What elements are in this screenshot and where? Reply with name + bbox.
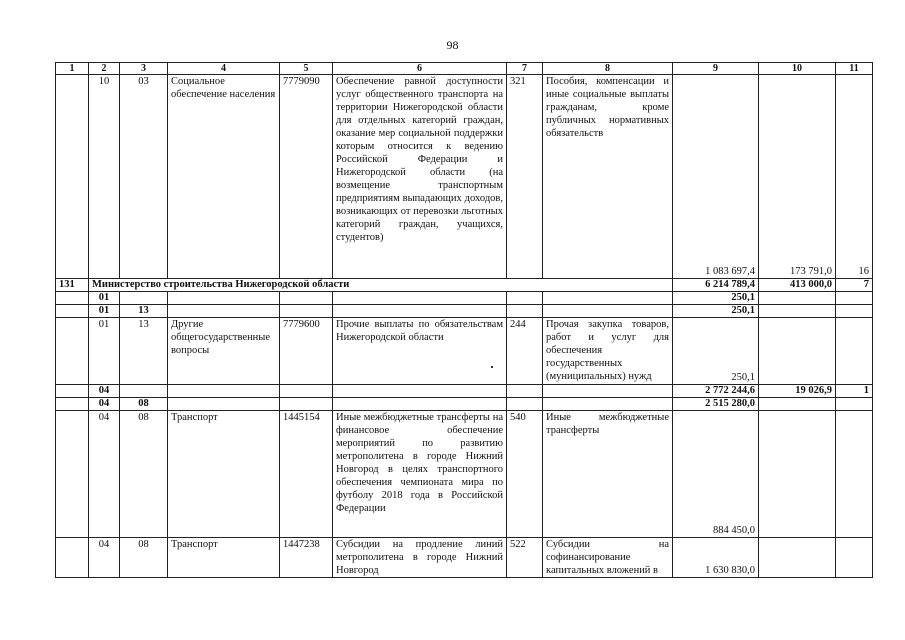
- cell-count: [836, 398, 873, 411]
- cell-amount-2: 19 026,9: [759, 385, 836, 398]
- cell-amount-2: 173 791,0: [759, 75, 836, 279]
- cell-section: 04: [89, 398, 120, 411]
- cell-empty: [168, 385, 280, 398]
- cell-amount-2: [759, 292, 836, 305]
- cell-amount-2: [759, 318, 836, 385]
- cell-expense-type: 522: [507, 538, 543, 578]
- cell-expense-name: Субсидии на софинансирование капитальных вложений в: [543, 538, 673, 578]
- cell-target-code: 7779600: [280, 318, 333, 385]
- cell-subsection: 13: [120, 305, 168, 318]
- cell-section: 04: [89, 385, 120, 398]
- cell-section-name: Социальное обеспечение населения: [168, 75, 280, 279]
- cell-empty: [280, 292, 333, 305]
- cell-count: [836, 292, 873, 305]
- cell-ministry-name: Министерство строительства Нижегородской области: [89, 279, 673, 292]
- cell-section: 04: [89, 538, 120, 578]
- cell-section: 01: [89, 305, 120, 318]
- cell-amount: 250,1: [673, 318, 759, 385]
- cell-amount: 250,1: [673, 305, 759, 318]
- cell-subsection: [120, 385, 168, 398]
- cell-section-name: Транспорт: [168, 538, 280, 578]
- header-cell: 5: [280, 63, 333, 75]
- cell-target-name: Иные межбюджетные трансферты на финансовое обеспечение мероприятий по развитию метрополитена в городе Нижний Новгород в целях транспортного обеспечения чемпионата мира по футболу 2018 года в Российской Федерации: [333, 411, 507, 538]
- cell-empty: [280, 398, 333, 411]
- cell-empty: [333, 305, 507, 318]
- cell-amount: 6 214 789,4: [673, 279, 759, 292]
- cell-ministry-code: [56, 75, 89, 279]
- cell-empty: [507, 305, 543, 318]
- cell-empty: [333, 292, 507, 305]
- cell-target-name: Обеспечение равной доступности услуг общественного транспорта на территории Нижегородской области для отдельных категорий граждан, оказание мер социальной поддержки которым относится к ведению Российской Федерации и Нижегородской области (на возмещение транспортным предприятиям выпадающих доходов, возникающих от перевозки льготных категорий граждан, учащихся, студентов): [333, 75, 507, 279]
- cell-expense-name: Иные межбюджетные трансферты: [543, 411, 673, 538]
- cell-section-name: Транспорт: [168, 411, 280, 538]
- scan-speck: [491, 366, 493, 368]
- table-row: [56, 538, 873, 578]
- cell-empty: [543, 385, 673, 398]
- cell-section-name: Другие общегосударственные вопросы: [168, 318, 280, 385]
- cell-target-name: Прочие выплаты по обязательствам Нижегородской области: [333, 318, 507, 385]
- cell-count: 7: [836, 279, 873, 292]
- budget-table: [55, 62, 873, 578]
- table-row-section: [56, 385, 873, 398]
- cell-subsection: 08: [120, 411, 168, 538]
- cell-amount: 884 450,0: [673, 411, 759, 538]
- cell-amount: 1 083 697,4: [673, 75, 759, 279]
- table-row: [56, 75, 873, 279]
- table-row-subsection: [56, 398, 873, 411]
- header-cell: 4: [168, 63, 280, 75]
- cell-empty: [333, 385, 507, 398]
- table-row: [56, 318, 873, 385]
- cell-subsection: 03: [120, 75, 168, 279]
- cell-empty: [507, 398, 543, 411]
- header-cell: 3: [120, 63, 168, 75]
- header-cell: 1: [56, 63, 89, 75]
- cell-count: [836, 318, 873, 385]
- cell-empty: [507, 292, 543, 305]
- cell-empty: [280, 385, 333, 398]
- cell-amount: 2 515 280,0: [673, 398, 759, 411]
- header-cell: 10: [759, 63, 836, 75]
- cell-empty: [56, 385, 89, 398]
- cell-amount: 2 772 244,6: [673, 385, 759, 398]
- cell-section: 10: [89, 75, 120, 279]
- header-cell: 8: [543, 63, 673, 75]
- cell-expense-name: Прочая закупка товаров, работ и услуг для обеспечения государственных (муниципальных) нужд: [543, 318, 673, 385]
- cell-target-code: 1445154: [280, 411, 333, 538]
- cell-amount: 250,1: [673, 292, 759, 305]
- cell-expense-type: 540: [507, 411, 543, 538]
- cell-ministry-code: 131: [56, 279, 89, 292]
- cell-amount-2: [759, 305, 836, 318]
- cell-amount-2: [759, 538, 836, 578]
- header-cell: 6: [333, 63, 507, 75]
- cell-subsection: 13: [120, 318, 168, 385]
- cell-empty: [56, 305, 89, 318]
- cell-empty: [543, 398, 673, 411]
- cell-empty: [543, 305, 673, 318]
- cell-amount-2: [759, 398, 836, 411]
- header-cell: 2: [89, 63, 120, 75]
- page-number: 98: [446, 38, 459, 52]
- cell-ministry-code: [56, 318, 89, 385]
- cell-section: 01: [89, 318, 120, 385]
- cell-target-code: 1447238: [280, 538, 333, 578]
- cell-empty: [168, 305, 280, 318]
- header-cell: 7: [507, 63, 543, 75]
- header-row: [56, 63, 873, 75]
- table-row-subsection: [56, 305, 873, 318]
- header-cell: 9: [673, 63, 759, 75]
- cell-subsection: 08: [120, 538, 168, 578]
- cell-expense-name: Пособия, компенсации и иные социальные выплаты гражданам, кроме публичных нормативных обязательств: [543, 75, 673, 279]
- cell-expense-type: 244: [507, 318, 543, 385]
- cell-empty: [168, 292, 280, 305]
- cell-section: 04: [89, 411, 120, 538]
- cell-expense-type: 321: [507, 75, 543, 279]
- cell-count: [836, 538, 873, 578]
- cell-section: 01: [89, 292, 120, 305]
- cell-target-name: Субсидии на продление линий метрополитена в городе Нижний Новгород: [333, 538, 507, 578]
- cell-ministry-code: [56, 538, 89, 578]
- cell-amount: 1 630 830,0: [673, 538, 759, 578]
- cell-count: 16: [836, 75, 873, 279]
- cell-empty: [168, 398, 280, 411]
- cell-empty: [56, 398, 89, 411]
- cell-empty: [333, 398, 507, 411]
- table-row: [56, 411, 873, 538]
- cell-subsection: 08: [120, 398, 168, 411]
- cell-target-code: 7779090: [280, 75, 333, 279]
- cell-amount-2: [759, 411, 836, 538]
- table-row-section: [56, 292, 873, 305]
- cell-count: 1: [836, 385, 873, 398]
- cell-empty: [543, 292, 673, 305]
- cell-ministry-code: [56, 411, 89, 538]
- cell-empty: [507, 385, 543, 398]
- cell-empty: [280, 305, 333, 318]
- table-row-ministry: [56, 279, 873, 292]
- cell-empty: [56, 292, 89, 305]
- cell-count: [836, 305, 873, 318]
- cell-subsection: [120, 292, 168, 305]
- cell-amount-2: 413 000,0: [759, 279, 836, 292]
- cell-count: [836, 411, 873, 538]
- header-cell: 11: [836, 63, 873, 75]
